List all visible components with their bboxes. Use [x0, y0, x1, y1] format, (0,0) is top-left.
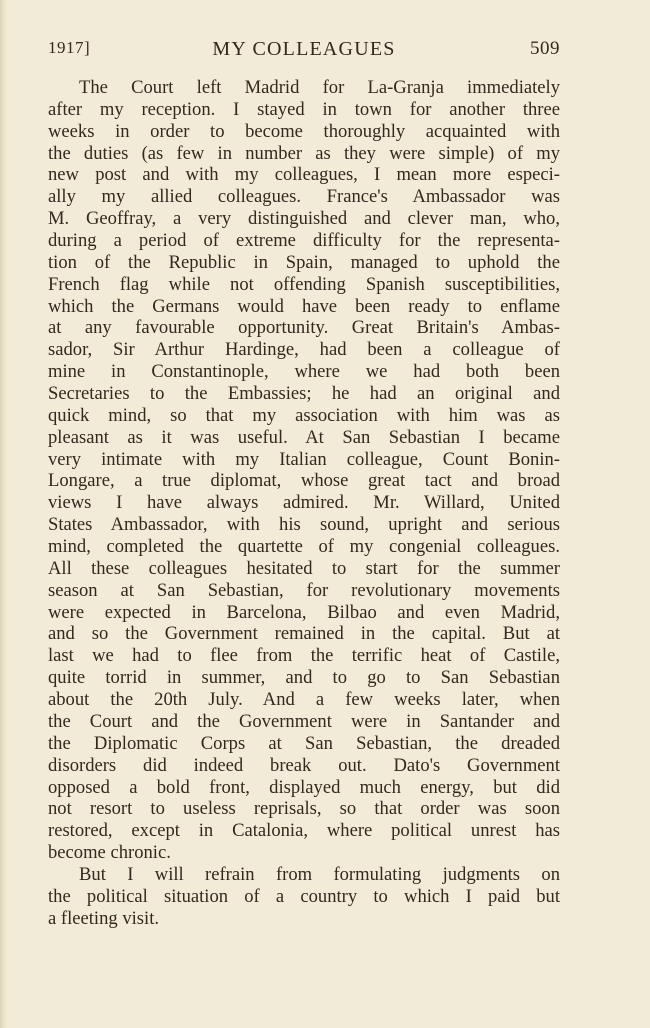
text-line: the duties (as few in number as they were simple) of my [48, 142, 560, 164]
text-line: Secretaries to the Embassies; he had an original and [48, 383, 560, 405]
page-number: 509 [530, 38, 560, 59]
text-line: not resort to useless reprisals, so that order was soon [48, 798, 560, 820]
text-line: very intimate with my Italian colleague, Count Bonin- [48, 448, 560, 470]
text-line: the Court and the Government were in Santander and [48, 710, 560, 732]
text-line: All these colleagues hesitated to start for the summer [48, 557, 560, 579]
text-line: weeks in order to become thoroughly acquainted with [48, 120, 560, 142]
page-edge [0, 0, 7, 1028]
running-head [48, 38, 560, 68]
text-line: pleasant as it was useful. At San Sebastian I became [48, 426, 560, 448]
text-line: were expected in Barcelona, Bilbao and even Madrid, [48, 601, 560, 623]
text-line: ally my allied colleagues. France's Ambassador was [48, 186, 560, 208]
text-line: the Diplomatic Corps at San Sebastian, the dreaded [48, 732, 560, 754]
text-line: French flag while not offending Spanish susceptibilities, [48, 273, 560, 295]
text-line: Longare, a true diplomat, whose great tact and broad [48, 470, 560, 492]
text-line: tion of the Republic in Spain, managed to uphold the [48, 251, 560, 273]
text-line: and so the Government remained in the capital. But at [48, 623, 560, 645]
text-line: mine in Constantinople, where we had both been [48, 361, 560, 383]
text-line: opposed a bold front, displayed much energy, but did [48, 776, 560, 798]
text-line: after my reception. I stayed in town for another three [48, 98, 560, 120]
text-line: season at San Sebastian, for revolutionary movements [48, 579, 560, 601]
text-line: mind, completed the quartette of my congenial colleagues. [48, 536, 560, 558]
text-line: last we had to flee from the terrific heat of Castile, [48, 645, 560, 667]
header-year: 1917] [48, 38, 91, 57]
text-line: views I have always admired. Mr. Willard, United [48, 492, 560, 514]
text-line: become chronic. [48, 842, 171, 864]
text-line: restored, except in Catalonia, where political unrest has [48, 820, 560, 842]
text-line: about the 20th July. And a few weeks later, when [48, 689, 560, 711]
paragraph-2 [48, 864, 560, 930]
body-text [48, 77, 560, 930]
page-title: MY COLLEAGUES [212, 38, 396, 60]
text-line: States Ambassador, with his sound, upright and serious [48, 514, 560, 536]
text-line: a fleeting visit. [48, 907, 160, 929]
paragraph-1 [48, 77, 560, 864]
text-line: disorders did indeed break out. Dato's Government [48, 754, 560, 776]
text-line: But I will refrain from formulating judgments on [79, 863, 560, 885]
text-line: M. Geoffray, a very distinguished and clever man, who, [48, 208, 560, 230]
text-line: new post and with my colleagues, I mean more especi- [48, 164, 560, 186]
text-line: the political situation of a country to which I paid but [48, 885, 560, 907]
text-line: at any favourable opportunity. Great Britain's Ambas- [48, 317, 560, 339]
text-line: which the Germans would have been ready to enflame [48, 295, 560, 317]
text-line: quick mind, so that my association with him was as [48, 404, 560, 426]
text-line: quite torrid in summer, and to go to San Sebastian [48, 667, 560, 689]
text-line: during a period of extreme difficulty for the representa- [48, 230, 560, 252]
text-line: sador, Sir Arthur Hardinge, had been a colleague of [48, 339, 560, 361]
text-line: The Court left Madrid for La-Granja immediately [79, 77, 560, 98]
